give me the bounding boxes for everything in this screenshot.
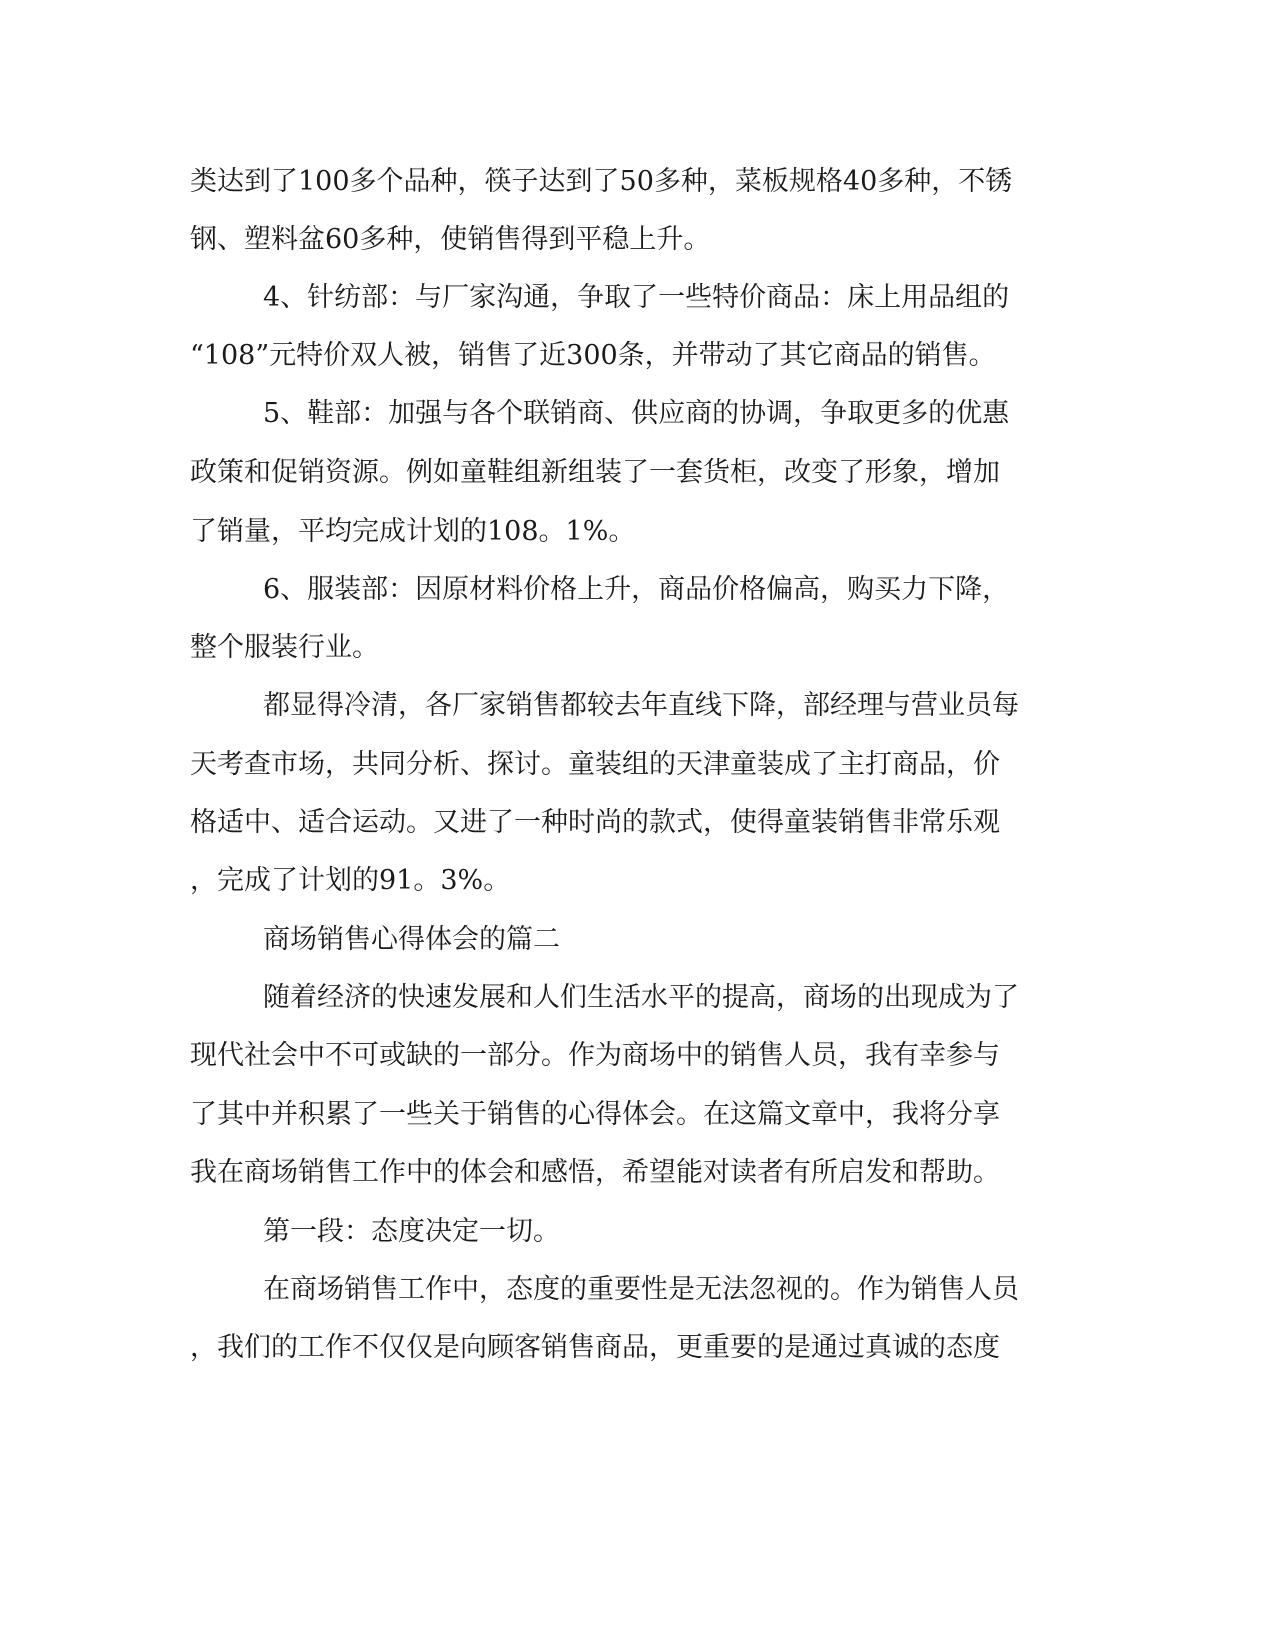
text-line: 钢、塑料盆60多种，使销售得到平稳上升。 bbox=[190, 224, 711, 255]
text-line: 了其中并积累了一些关于销售的心得体会。在这篇文章中，我将分享 bbox=[190, 1099, 1000, 1130]
text-line: 4、针纺部：与厂家沟通，争取了一些特价商品：床上用品组的 bbox=[263, 282, 1010, 313]
text-line: 现代社会中不可或缺的一部分。作为商场中的销售人员，我有幸参与 bbox=[190, 1040, 1000, 1071]
text-line: 格适中、适合运动。又进了一种时尚的款式，使得童装销售非常乐观 bbox=[190, 807, 1000, 838]
text-line: 天考查市场，共同分析、探讨。童装组的天津童装成了主打商品，价 bbox=[190, 749, 1000, 780]
text-line: 随着经济的快速发展和人们生活水平的提高，商场的出现成为了 bbox=[263, 982, 1019, 1013]
text-line: 都显得冷清，各厂家销售都较去年直线下降，部经理与营业员每 bbox=[263, 690, 1019, 721]
text-line: 了销量，平均完成计划的108。1%。 bbox=[190, 516, 636, 547]
text-line: ，我们的工作不仅仅是向顾客销售商品，更重要的是通过真诚的态度 bbox=[190, 1332, 1000, 1363]
text-line: 5、鞋部：加强与各个联销商、供应商的协调，争取更多的优惠 bbox=[263, 398, 1010, 429]
text-line: 6、服装部：因原材料价格上升，商品价格偏高，购买力下降， bbox=[263, 574, 1010, 605]
paragraph-heading: 第一段：态度决定一切。 bbox=[263, 1216, 560, 1247]
text-line: 类达到了100多个品种，筷子达到了50多种，菜板规格40多种，不锈 bbox=[190, 166, 1013, 197]
text-line: “108”元特价双人被，销售了近300条，并带动了其它商品的销售。 bbox=[190, 340, 996, 371]
section-heading: 商场销售心得体会的篇二 bbox=[263, 924, 560, 955]
text-line: ，完成了计划的91。3%。 bbox=[190, 865, 511, 896]
text-line: 整个服装行业。 bbox=[190, 632, 379, 663]
text-line: 我在商场销售工作中的体会和感悟，希望能对读者有所启发和帮助。 bbox=[190, 1157, 1000, 1188]
text-line: 政策和促销资源。例如童鞋组新组装了一套货柜，改变了形象，增加 bbox=[190, 457, 1000, 488]
text-line: 在商场销售工作中，态度的重要性是无法忽视的。作为销售人员 bbox=[263, 1274, 1019, 1305]
